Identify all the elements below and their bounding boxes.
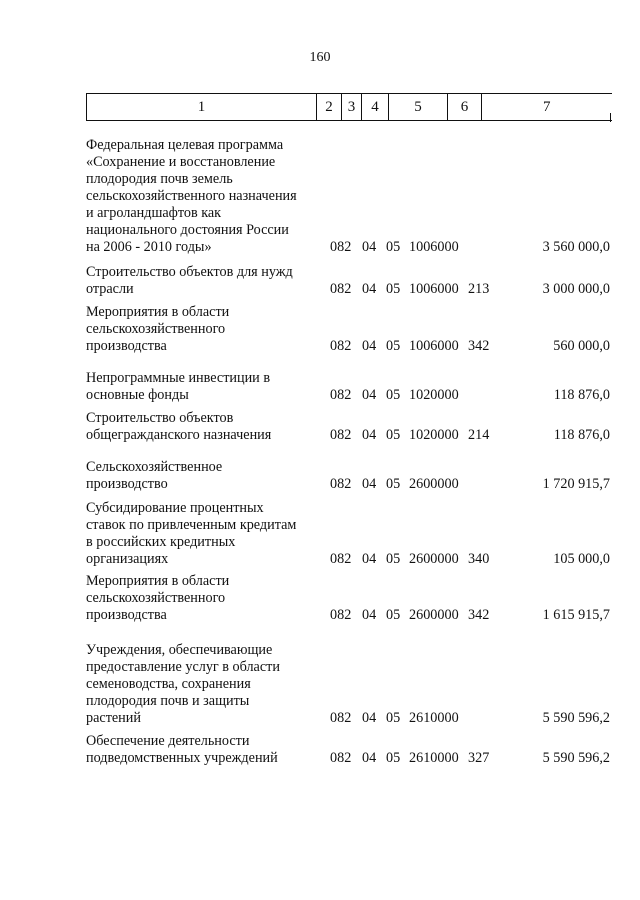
column-header-2: 2 <box>317 94 342 121</box>
section-code: 04 <box>362 387 377 403</box>
ministry-code: 082 <box>330 239 352 255</box>
row-name-line: сельскохозяйственного <box>86 321 226 337</box>
amount: 1 720 915,7 <box>542 476 610 492</box>
row-name-line: производства <box>86 607 167 623</box>
table-row <box>86 573 616 624</box>
expense-type-code: 214 <box>468 427 490 443</box>
table-row <box>86 304 616 355</box>
expense-type-code: 340 <box>468 551 490 567</box>
row-codes <box>86 710 610 727</box>
row-name-line: плодородия почв земель <box>86 171 233 187</box>
subsection-code: 05 <box>386 551 401 567</box>
amount: 118 876,0 <box>553 427 610 443</box>
row-name-line: Обеспечение деятельности <box>86 733 250 749</box>
column-header-1: 1 <box>87 94 317 121</box>
row-codes <box>86 607 610 624</box>
row-name-line: подведомственных учреждений <box>86 750 278 766</box>
target-article-code: 2600000 <box>409 607 459 623</box>
table-row <box>86 370 616 404</box>
subsection-code: 05 <box>386 710 401 726</box>
subsection-code: 05 <box>386 427 401 443</box>
row-codes <box>86 750 610 767</box>
column-header-table <box>86 93 612 121</box>
row-name-line: предоставление услуг в области <box>86 659 280 675</box>
row-name-line: производство <box>86 476 168 492</box>
target-article-code: 1020000 <box>409 387 459 403</box>
expense-type-code: 342 <box>468 607 490 623</box>
subsection-code: 05 <box>386 476 401 492</box>
amount: 560 000,0 <box>553 338 610 354</box>
section-code: 04 <box>362 338 377 354</box>
expense-type-code: 342 <box>468 338 490 354</box>
row-name-line: Непрограммные инвестиции в <box>86 370 271 386</box>
target-article-code: 2610000 <box>409 750 459 766</box>
target-article-code: 2600000 <box>409 476 459 492</box>
amount: 5 590 596,2 <box>542 710 610 726</box>
row-name-line: в российских кредитных <box>86 534 236 550</box>
row-name-line: Учреждения, обеспечивающие <box>86 642 273 658</box>
target-article-code: 1006000 <box>409 281 459 297</box>
row-codes <box>86 476 610 493</box>
row-codes <box>86 281 610 298</box>
amount: 105 000,0 <box>553 551 610 567</box>
row-name-line: сельскохозяйственного <box>86 590 226 606</box>
row-name-line: основные фонды <box>86 387 189 403</box>
table-row <box>86 733 616 767</box>
section-code: 04 <box>362 427 377 443</box>
target-article-code: 2610000 <box>409 710 459 726</box>
subsection-code: 05 <box>386 239 401 255</box>
page-number: 160 <box>309 50 331 65</box>
subsection-code: 05 <box>386 750 401 766</box>
section-code: 04 <box>362 750 377 766</box>
target-article-code: 1020000 <box>409 427 459 443</box>
row-name-line: организациях <box>86 551 169 567</box>
row-codes <box>86 551 610 568</box>
ministry-code: 082 <box>330 338 352 354</box>
row-codes <box>86 427 610 444</box>
ministry-code: 082 <box>330 607 352 623</box>
ministry-code: 082 <box>330 281 352 297</box>
target-article-code: 1006000 <box>409 338 459 354</box>
amount: 1 615 915,7 <box>542 607 610 623</box>
table-row <box>86 137 616 256</box>
ministry-code: 082 <box>330 387 352 403</box>
row-name-line: Строительство объектов для нужд <box>86 264 293 280</box>
row-codes <box>86 387 610 404</box>
row-name-line: семеноводства, сохранения <box>86 676 251 692</box>
row-codes <box>86 239 610 256</box>
row-name-line: растений <box>86 710 141 726</box>
row-name-line: Сельскохозяйственное <box>86 459 223 475</box>
header-border-tick <box>610 113 611 122</box>
row-name-line: Строительство объектов <box>86 410 234 426</box>
table-row <box>86 500 616 568</box>
amount: 5 590 596,2 <box>542 750 610 766</box>
column-header-3: 3 <box>342 94 362 121</box>
target-article-code: 2600000 <box>409 551 459 567</box>
subsection-code: 05 <box>386 338 401 354</box>
section-code: 04 <box>362 281 377 297</box>
subsection-code: 05 <box>386 607 401 623</box>
amount: 118 876,0 <box>553 387 610 403</box>
row-name-line: ставок по привлеченным кредитам <box>86 517 297 533</box>
section-code: 04 <box>362 607 377 623</box>
section-code: 04 <box>362 239 377 255</box>
row-name-line: Федеральная целевая программа <box>86 137 284 153</box>
row-codes <box>86 338 610 355</box>
row-name-line: «Сохранение и восстановление <box>86 154 276 170</box>
section-code: 04 <box>362 476 377 492</box>
ministry-code: 082 <box>330 551 352 567</box>
row-name-line: отрасли <box>86 281 134 297</box>
ministry-code: 082 <box>330 476 352 492</box>
ministry-code: 082 <box>330 750 352 766</box>
column-header-4: 4 <box>362 94 389 121</box>
row-name-line: Мероприятия в области <box>86 573 230 589</box>
column-header-5: 5 <box>389 94 448 121</box>
row-name-line: производства <box>86 338 167 354</box>
ministry-code: 082 <box>330 427 352 443</box>
table-row <box>86 410 616 444</box>
row-name-line: и агроландшафтов как <box>86 205 222 221</box>
row-name-line: сельскохозяйственного назначения <box>86 188 297 204</box>
column-header-6: 6 <box>448 94 482 121</box>
column-header-row <box>87 94 612 121</box>
section-code: 04 <box>362 551 377 567</box>
row-name-line: национального достояния России <box>86 222 289 238</box>
row-name-line: Мероприятия в области <box>86 304 230 320</box>
row-name-line: на 2006 - 2010 годы» <box>86 239 212 255</box>
subsection-code: 05 <box>386 281 401 297</box>
target-article-code: 1006000 <box>409 239 459 255</box>
table-row <box>86 264 616 298</box>
expense-type-code: 327 <box>468 750 490 766</box>
section-code: 04 <box>362 710 377 726</box>
subsection-code: 05 <box>386 387 401 403</box>
row-name-line: общегражданского назначения <box>86 427 272 443</box>
amount: 3 560 000,0 <box>542 239 610 255</box>
amount: 3 000 000,0 <box>542 281 610 297</box>
table-row <box>86 459 616 493</box>
ministry-code: 082 <box>330 710 352 726</box>
row-name-line: Субсидирование процентных <box>86 500 264 516</box>
column-header-7: 7 <box>482 94 612 121</box>
table-row <box>86 642 616 727</box>
expense-type-code: 213 <box>468 281 490 297</box>
row-name-line: плодородия почв и защиты <box>86 693 250 709</box>
